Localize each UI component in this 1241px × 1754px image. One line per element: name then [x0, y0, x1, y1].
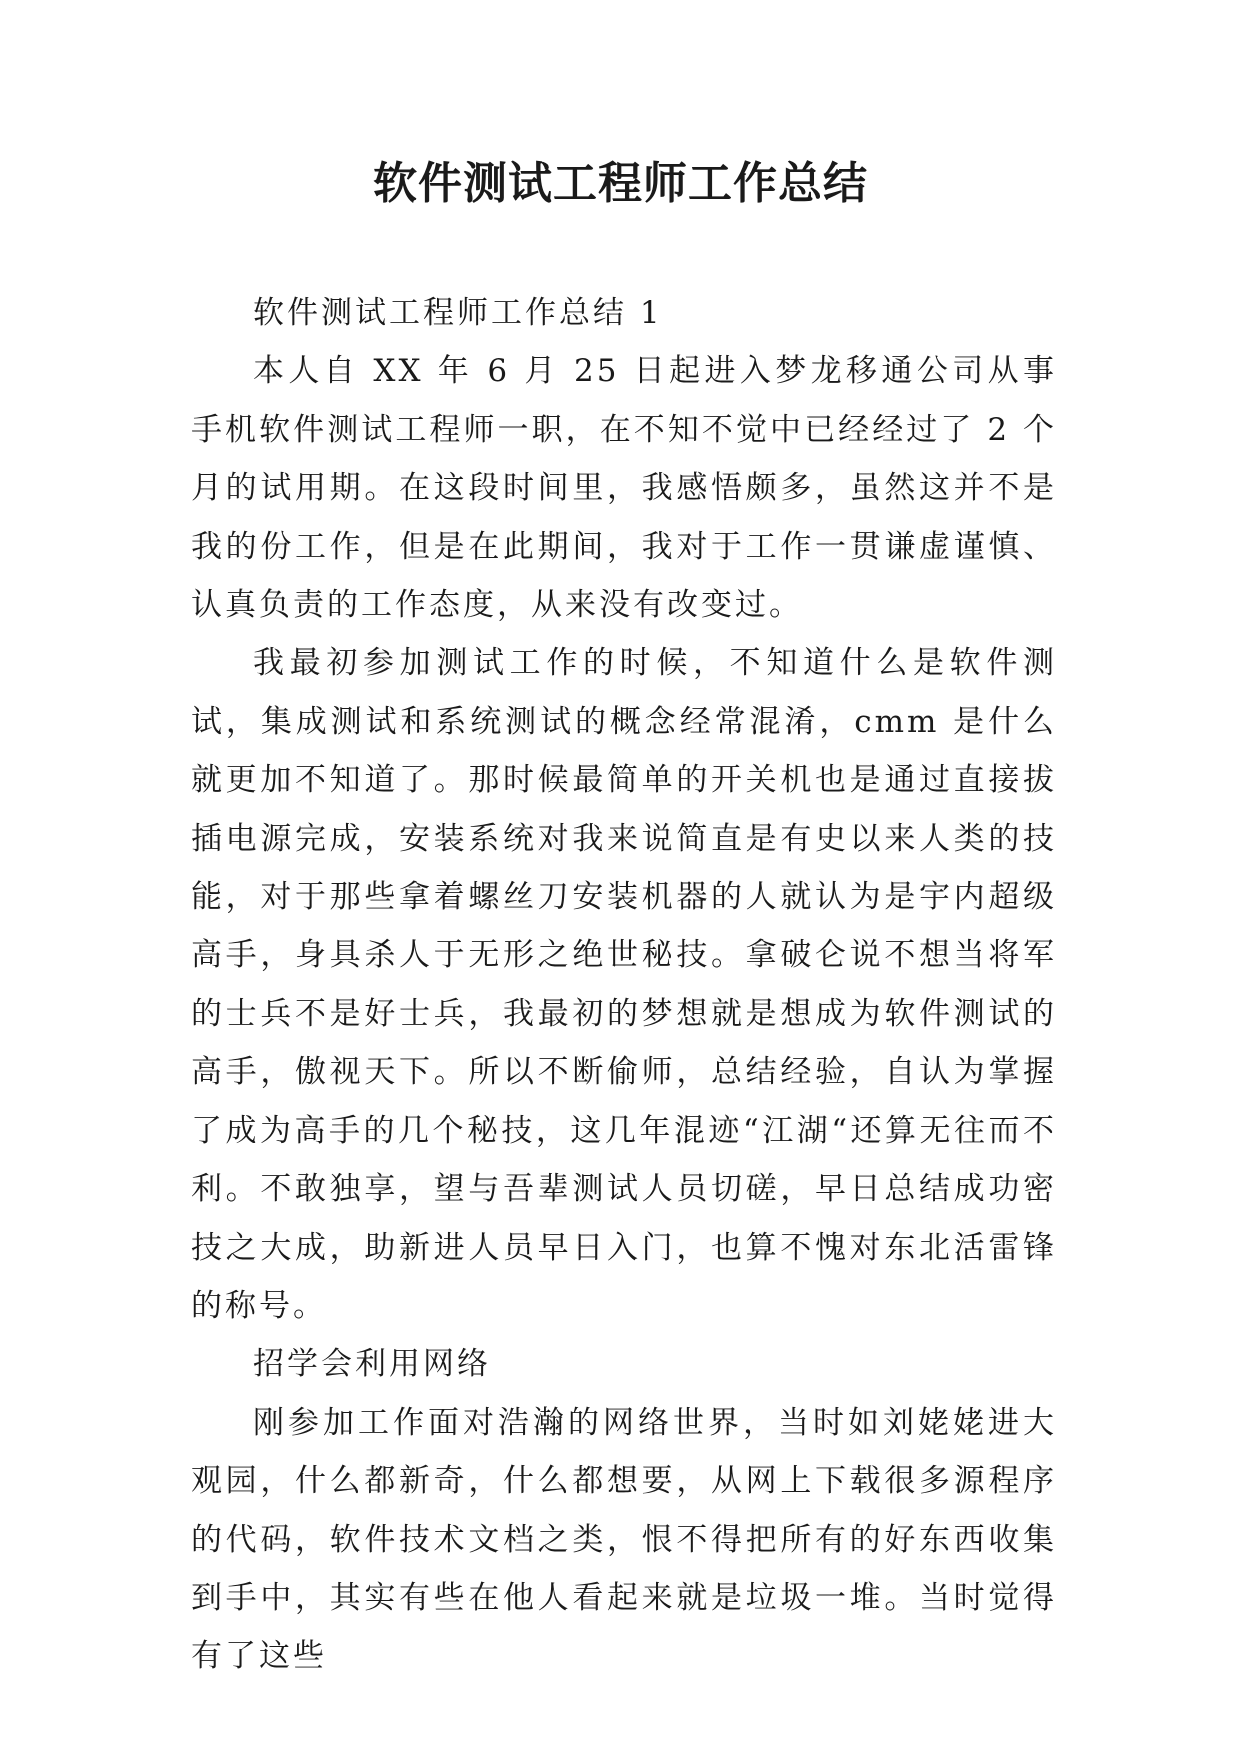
- document-body: [191, 284, 1057, 1686]
- paragraph: 刚参加工作面对浩瀚的网络世界，当时如刘姥姥进大观园，什么都新奇，什么都想要，从网上下载很多源程序的代码，软件技术文档之类，恨不得把所有的好东西收集到手中，其实有些在他人看起来就是垃圾一堆。当时觉得有了这些: [191, 1404, 1057, 1675]
- paragraph: 我最初参加测试工作的时候，不知道什么是软件测试，集成测试和系统测试的概念经常混淆，cmm 是什么就更加不知道了。那时候最简单的开关机也是通过直接拔插电源完成，安装系统对我来说简直是有史以来人类的技能，对于那些拿着螺丝刀安装机器的人就认为是宇内超级高手，身具杀人于无形之绝世秘技。拿破仑说不想当将军的士兵不是好士兵，我最初的梦想就是想成为软件测试的高手，傲视天下。所以不断偷师，总结经验，自认为掌握了成为高手的几个秘技，这几年混迹“江湖“还算无往而不利。不敢独享，望与吾辈测试人员切磋，早日总结成功密技之大成，助新进人员早日入门，也算不愧对东北活雷锋的称号。: [191, 645, 1057, 1324]
- section-heading: 软件测试工程师工作总结 1: [253, 295, 663, 331]
- paragraph: 本人自 XX 年 6 月 25 日起进入梦龙移通公司从事手机软件测试工程师一职，在不知不觉中已经经过了 2 个月的试用期。在这段时间里，我感悟颇多，虽然这并不是我的份工作，但是在此期间，我对于工作一贯谦虚谨慎、认真负责的工作态度，从来没有改变过。: [191, 353, 1057, 624]
- section-heading: 招学会利用网络: [253, 1346, 491, 1383]
- document-title: 软件测试工程师工作总结: [373, 158, 868, 209]
